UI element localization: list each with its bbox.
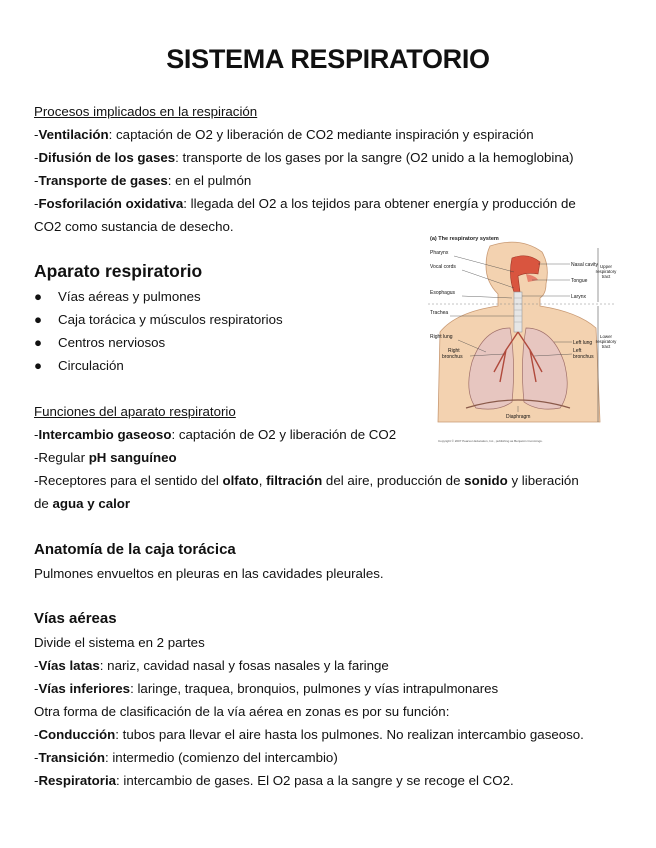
term: agua y calor xyxy=(52,496,131,511)
label-vocal-cords: Vocal cords xyxy=(430,264,456,270)
label-pharynx: Pharynx xyxy=(430,250,449,256)
term: Vías inferiores xyxy=(38,681,131,696)
term: sonido xyxy=(464,473,508,488)
label-trachea: Trachea xyxy=(430,310,449,316)
desc: -Receptores para el sentido del xyxy=(34,473,223,488)
desc: : llegada del O2 a los tejidos para obtener energía y producción de xyxy=(183,196,576,211)
term: Respiratoria xyxy=(38,773,117,788)
term: Ventilación xyxy=(38,127,109,142)
term: pH sanguíneo xyxy=(88,450,177,465)
term: Vías latas xyxy=(38,658,100,673)
label-esophagus: Esophagus xyxy=(430,290,456,296)
procesos-item: -Difusión de los gases: transporte de los gases por la sangre (O2 unido a la hemoglobina) xyxy=(34,150,574,165)
vias-item: -Vías latas: nariz, cavidad nasal y fosas nasales y la faringe xyxy=(34,658,389,673)
vias-item: -Vías inferiores: laringe, traquea, bronquios, pulmones y vías intrapulmonares xyxy=(34,681,499,696)
desc: de xyxy=(34,496,53,511)
funciones-line xyxy=(34,450,177,465)
desc: : nariz, cavidad nasal y fosas nasales y la faringe xyxy=(99,658,389,673)
vias-intro2: Otra forma de clasificación de la vía aérea en zonas es por su función: xyxy=(34,704,450,719)
vias-heading: Vías aéreas xyxy=(34,610,117,627)
term: Transporte de gases xyxy=(38,173,168,188)
desc: : laringe, traquea, bronquios, pulmones y vías intrapulmonares xyxy=(130,681,499,696)
term: Transición xyxy=(38,750,105,765)
desc: : tubos para llevar el aire hasta los pulmones. No realizan intercambio gaseoso. xyxy=(115,727,584,742)
list-item-label: Vías aéreas y pulmones xyxy=(58,289,201,304)
label-lower-tract-1: Lower xyxy=(600,334,612,339)
aparato-heading: Aparato respiratorio xyxy=(34,261,203,281)
term: Intercambio gaseoso xyxy=(38,427,172,442)
list-item: ● Caja torácica y músculos respiratorios xyxy=(34,312,283,327)
page-title: SISTEMA RESPIRATORIO xyxy=(166,44,490,74)
label-lower-tract-2: respiratory xyxy=(595,339,617,344)
desc: y liberación xyxy=(507,473,579,488)
desc: : captación de O2 y liberación de CO2 mediante inspiración y espiración xyxy=(108,127,534,142)
list-item-label: Centros nerviosos xyxy=(58,335,166,350)
list-item: ● Circulación xyxy=(34,358,124,373)
vias-intro: Divide el sistema en 2 partes xyxy=(34,635,205,650)
vias-item: -Transición: intermedio (comienzo del intercambio) xyxy=(34,750,338,765)
label-left-bronchus-2: bronchus xyxy=(573,354,594,360)
desc: : captación de O2 y liberación de CO2 xyxy=(171,427,397,442)
procesos-heading: Procesos implicados en la respiración xyxy=(34,104,258,119)
funciones-line xyxy=(34,473,579,488)
term: filtración xyxy=(266,473,323,488)
list-item-label: Caja torácica y músculos respiratorios xyxy=(58,312,283,327)
list-item: ● Centros nerviosos xyxy=(34,335,166,350)
anatomia-text: Pulmones envueltos en pleuras en las cavidades pleurales. xyxy=(34,566,384,581)
term: Conducción xyxy=(38,727,116,742)
label-right-bronchus-2: bronchus xyxy=(442,354,463,360)
anatomia-heading: Anatomía de la caja torácica xyxy=(34,541,236,558)
funciones-line xyxy=(34,496,130,511)
desc: : intermedio (comienzo del intercambio) xyxy=(104,750,338,765)
label-right-bronchus-1: Right xyxy=(448,348,460,354)
desc: : en el pulmón xyxy=(167,173,252,188)
label-lower-tract-3: tract xyxy=(601,344,611,349)
procesos-item: -Ventilación: captación de O2 y liberación de CO2 mediante inspiración y espiración xyxy=(34,127,534,142)
funciones-heading: Funciones del aparato respiratorio xyxy=(34,404,236,419)
figure-copyright: Copyright © 2007 Pearson Education, Inc., publishing as Benjamin Cummings. xyxy=(438,439,543,443)
label-upper-tract-1: Upper xyxy=(600,264,612,269)
label-upper-tract-2: respiratory xyxy=(595,269,617,274)
label-right-lung: Right lung xyxy=(430,334,453,340)
label-tongue: Tongue xyxy=(571,278,588,284)
figure-caption: (a) The respiratory system xyxy=(430,236,499,242)
list-item: ● Vías aéreas y pulmones xyxy=(34,289,201,304)
label-left-lung: Left lung xyxy=(573,340,593,346)
desc: : intercambio de gases. El O2 pasa a la sangre y se recoge el CO2. xyxy=(116,773,514,788)
procesos-item: -Transporte de gases: en el pulmón xyxy=(34,173,252,188)
desc: , xyxy=(258,473,267,488)
label-left-bronchus-1: Left xyxy=(573,348,582,354)
vias-item: -Respiratoria: intercambio de gases. El O2 pasa a la sangre y se recoge el CO2. xyxy=(34,773,514,788)
list-item-label: Circulación xyxy=(58,358,124,373)
respiratory-system-figure xyxy=(428,232,617,446)
desc: -Regular xyxy=(34,450,89,465)
funciones-line: -Intercambio gaseoso: captación de O2 y liberación de CO2 xyxy=(34,427,397,442)
label-nasal-cavity: Nasal cavity xyxy=(571,262,598,268)
procesos-item: -Fosforilación oxidativa: llegada del O2 a los tejidos para obtener energía y producción de xyxy=(34,196,576,211)
vias-item: -Conducción: tubos para llevar el aire hasta los pulmones. No realizan intercambio gaseoso. xyxy=(34,727,584,742)
label-upper-tract-3: tract xyxy=(601,274,611,279)
term: Fosforilación oxidativa xyxy=(38,196,184,211)
term: Difusión de los gases xyxy=(38,150,176,165)
term: olfato xyxy=(222,473,259,488)
procesos-continuation: CO2 como sustancia de desecho. xyxy=(34,219,234,234)
desc: : transporte de los gases por la sangre (O2 unido a la hemoglobina) xyxy=(175,150,574,165)
label-larynx: Larynx xyxy=(571,294,587,300)
desc: del aire, producción de xyxy=(322,473,465,488)
label-diaphragm: Diaphragm xyxy=(506,414,531,420)
